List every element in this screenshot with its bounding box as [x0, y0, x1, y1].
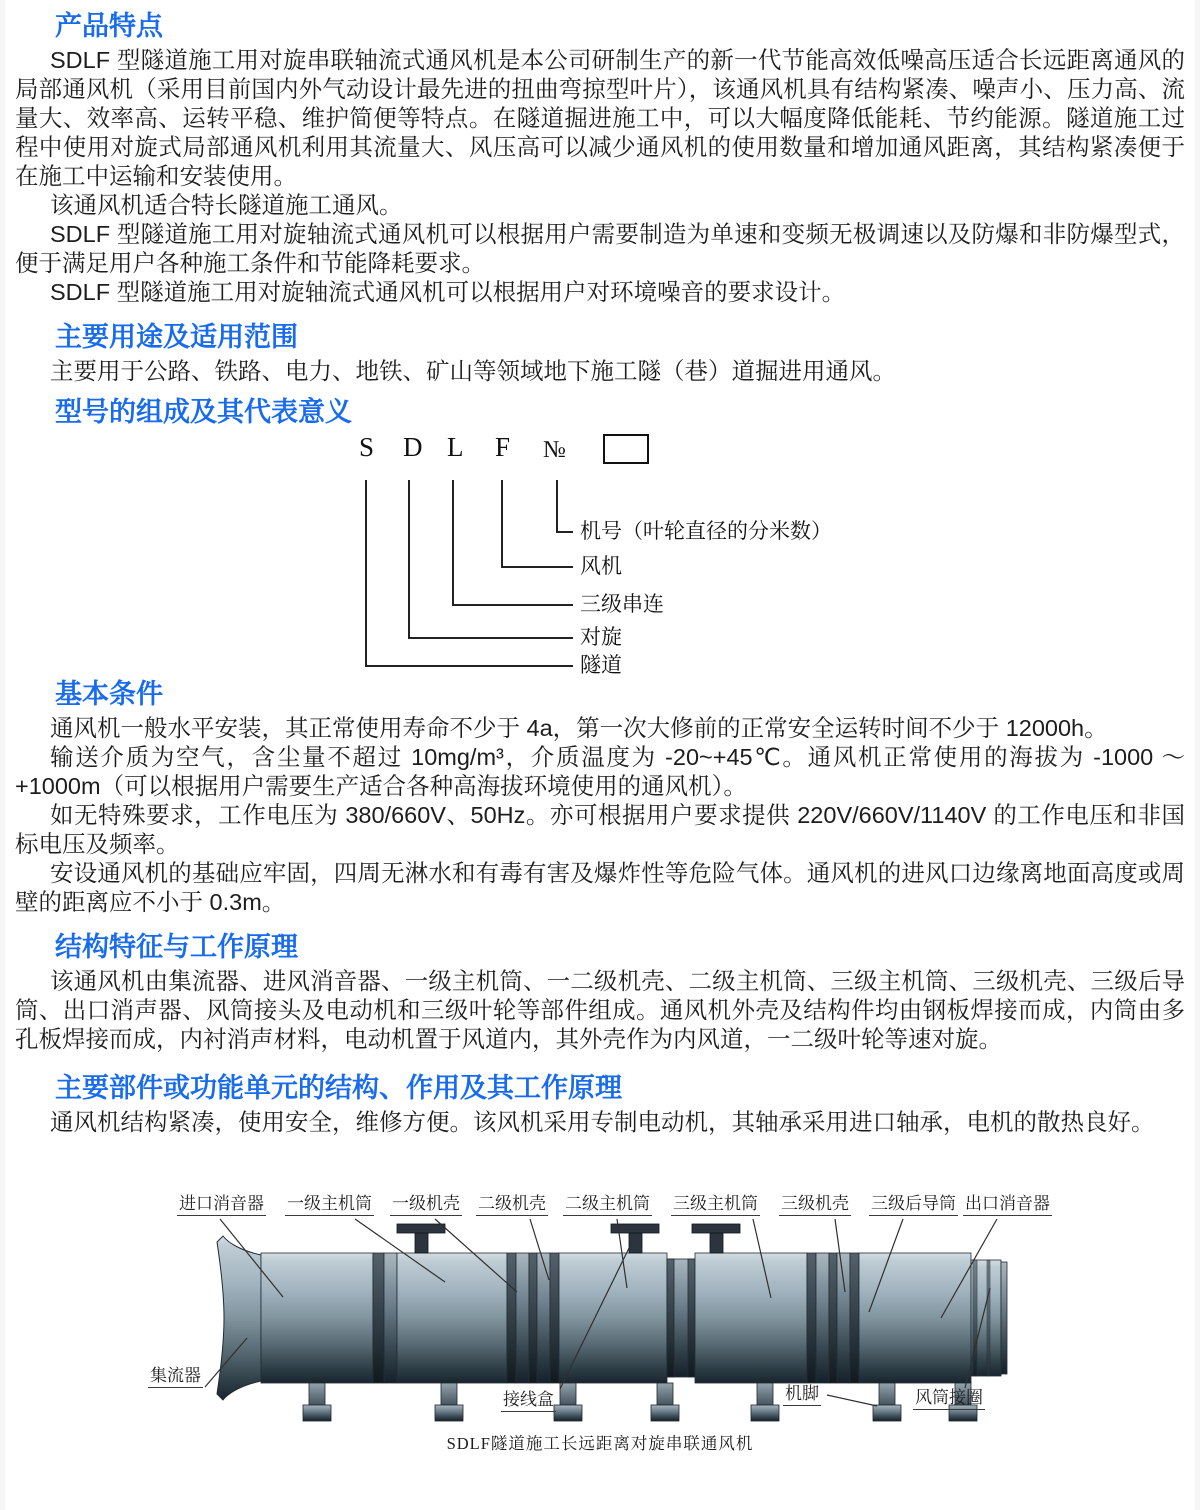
model-meaning-fan-number: 机号（叶轮直径的分米数） [580, 519, 832, 543]
model-line-f [501, 480, 503, 566]
machine-body [261, 1253, 1007, 1383]
model-designation-diagram [15, 432, 1185, 678]
support-foot [309, 1383, 325, 1405]
model-number-box [603, 434, 649, 464]
machine-drawing-svg [15, 1180, 1195, 1430]
model-connector-f [501, 566, 573, 568]
flange-band [807, 1253, 816, 1383]
top-fitting-stem [415, 1233, 428, 1253]
outlet-end-cap [1001, 1262, 1007, 1374]
label-outlet-silencer: 出口消音器 [963, 1194, 1052, 1216]
model-connector-l [452, 604, 573, 606]
model-code-letter-s: S [359, 432, 375, 462]
model-code-letter-d: D [403, 432, 423, 462]
section-heading-model-designation: 型号的组成及其代表意义 [55, 397, 352, 427]
paragraph: 主要用于公路、铁路、电力、地铁、矿山等领域地下施工隧（巷）道掘进用通风。 [50, 358, 896, 384]
label-inlet-silencer: 进口消音器 [177, 1194, 266, 1216]
model-meaning-three-stage: 三级串连 [580, 592, 664, 616]
flange-band [688, 1259, 695, 1377]
section-heading-main-uses: 主要用途及适用范围 [55, 322, 298, 352]
label-stage3-casing: 三级机壳 [779, 1194, 851, 1216]
section-heading-basic-conditions: 基本条件 [55, 679, 163, 709]
label-stage2-casing: 二级机壳 [476, 1194, 548, 1216]
model-code-letter-l: L [447, 432, 464, 462]
label-stage1-main-barrel: 一级主机筒 [285, 1194, 374, 1216]
paragraph: 如无特殊要求，工作电压为 380/660V、50Hz。亦可根据用户要求提供 220V/660V/1140V 的工作电压和非国标电压及频率。 [15, 802, 1185, 857]
support-foot-pad [651, 1405, 679, 1421]
label-stage3-main-barrel: 三级主机筒 [671, 1194, 760, 1216]
cylinder-segment-inlet-silencer [261, 1253, 373, 1383]
support-foot [879, 1383, 895, 1405]
support-foot-pad [303, 1405, 331, 1421]
label-collector: 集流器 [148, 1366, 203, 1388]
cylinder-segment-stage1 [397, 1253, 507, 1383]
bell-mouth [217, 1236, 261, 1400]
model-connector-no [556, 531, 573, 533]
support-foot-pad [554, 1405, 582, 1421]
support-foot [441, 1383, 457, 1405]
model-meaning-tunnel: 隧道 [580, 653, 622, 677]
diagram-caption: SDLF隧道施工长远距离对旋串联通风机 [446, 1434, 754, 1453]
model-line-l [452, 480, 454, 604]
support-feet [303, 1383, 977, 1421]
label-stage2-main-barrel: 二级主机筒 [563, 1194, 652, 1216]
model-line-no [556, 480, 558, 531]
top-fitting-cap [692, 1224, 740, 1233]
leader-line [827, 1395, 877, 1406]
paragraph: 该通风机由集流器、进风消音器、一级主机筒、一二级机壳、二级主机筒、三级主机筒、三级机壳、三级后导筒、出口消声器、风筒接头及电动机和三级叶轮等部件组成。通风机外壳及结构件均由钢板焊接而成，内筒由多孔板焊接而成，内衬消声材料，电动机置于风道内，其外壳作为内风道，一二级叶轮等速对旋。 [15, 968, 1185, 1052]
support-foot [560, 1383, 576, 1405]
paragraph: 该通风机适合特长隧道施工通风。 [50, 192, 403, 218]
support-foot [757, 1383, 773, 1405]
model-connector-d [408, 637, 573, 639]
label-stage1-casing: 一级机壳 [390, 1194, 462, 1216]
flange-band [816, 1253, 829, 1383]
flange-band [837, 1253, 850, 1383]
label-junction-box: 接线盒 [501, 1390, 556, 1412]
fan-technical-drawing [15, 1180, 1185, 1467]
flange-band [516, 1253, 529, 1383]
cylinder-segment-stage3 [695, 1253, 807, 1383]
model-line-s [365, 480, 367, 665]
section-heading-main-components: 主要部件或功能单元的结构、作用及其工作原理 [55, 1073, 622, 1103]
flange-band [550, 1253, 559, 1383]
label-duct-ring: 风筒接圈 [913, 1388, 985, 1410]
paragraph: SDLF 型隧道施工用对旋串联轴流式通风机是本公司研制生产的新一代节能高效低噪高压适合长远距离通风的局部通风机（采用目前国内外气动设计最先进的扭曲弯掠型叶片），该通风机具有结构紧凑、噪声小、压力高、流量大、效率高、运转平稳、维护简便等特点。在隧道掘进施工中，可以大幅度降低能耗、节约能源。隧道施工过程中使用对旋式局部通风机利用其流量大、风压高可以减少通风机的使用数量和增加通风距离，其结构紧凑便于在施工中运输和安装使用。 [15, 47, 1185, 189]
paragraph: 安设通风机的基础应牢固，四周无淋水和有毒有害及爆炸性等危险气体。通风机的进风口边缘离地面高度或周壁的距离应不小于 0.3m。 [15, 860, 1185, 915]
model-meaning-fan: 风机 [580, 554, 622, 578]
paragraph: 通风机一般水平安装，其正常使用寿命不少于 4a，第一次大修前的正常安全运转时间不少于 12000h。 [50, 715, 1108, 741]
label-stage3-rear-guide: 三级后导筒 [869, 1194, 958, 1216]
section-heading-structure-principle: 结构特征与工作原理 [55, 932, 298, 962]
model-code-letter-f: F [495, 432, 511, 462]
model-meaning-contra-rotating: 对旋 [580, 625, 622, 649]
cylinder-segment-outlet-silencer [859, 1253, 971, 1383]
paragraph: 通风机结构紧凑，使用安全，维修方便。该风机采用专制电动机，其轴承采用进口轴承，电机的散热良好。 [50, 1109, 1155, 1135]
flange-band [537, 1253, 550, 1383]
top-fitting-cap [397, 1224, 445, 1233]
support-foot-pad [435, 1405, 463, 1421]
flange-band [373, 1253, 384, 1383]
flange-band [529, 1253, 537, 1383]
top-fitting-stem [710, 1233, 723, 1253]
paragraph: SDLF 型隧道施工用对旋轴流式通风机可以根据用户需要制造为单速和变频无极调速以及防爆和非防爆型式，便于满足用户各种施工条件和节能降耗要求。 [15, 221, 1185, 276]
flange-band [850, 1253, 859, 1383]
model-code-letter-no: № [543, 437, 566, 463]
model-connector-s [365, 665, 573, 667]
cylinder-segment-stage2 [559, 1253, 667, 1383]
label-machine-feet: 机脚 [783, 1384, 821, 1406]
flange-band [384, 1253, 397, 1383]
flange-band [829, 1253, 837, 1383]
outlet-ring-line [973, 1260, 977, 1376]
paragraph: 输送介质为空气，含尘量不超过 10mg/m³，介质温度为 -20~+45℃。通风机正常使用的海拔为 -1000 ～+1000m（可以根据用户需要生产适合各种高海拔环境使用的通风机）。 [15, 744, 1185, 799]
model-line-d [408, 480, 410, 637]
top-fitting-stem [629, 1233, 642, 1253]
outlet-ring-line [987, 1260, 990, 1376]
top-fittings [397, 1224, 740, 1253]
paragraph: SDLF 型隧道施工用对旋轴流式通风机可以根据用户对环境噪音的要求设计。 [50, 279, 846, 305]
flange-band [667, 1259, 674, 1377]
flange-band [507, 1253, 516, 1383]
section-heading-product-features: 产品特点 [55, 11, 163, 41]
support-foot-pad [873, 1405, 901, 1421]
support-foot-pad [751, 1405, 779, 1421]
support-foot [657, 1383, 673, 1405]
